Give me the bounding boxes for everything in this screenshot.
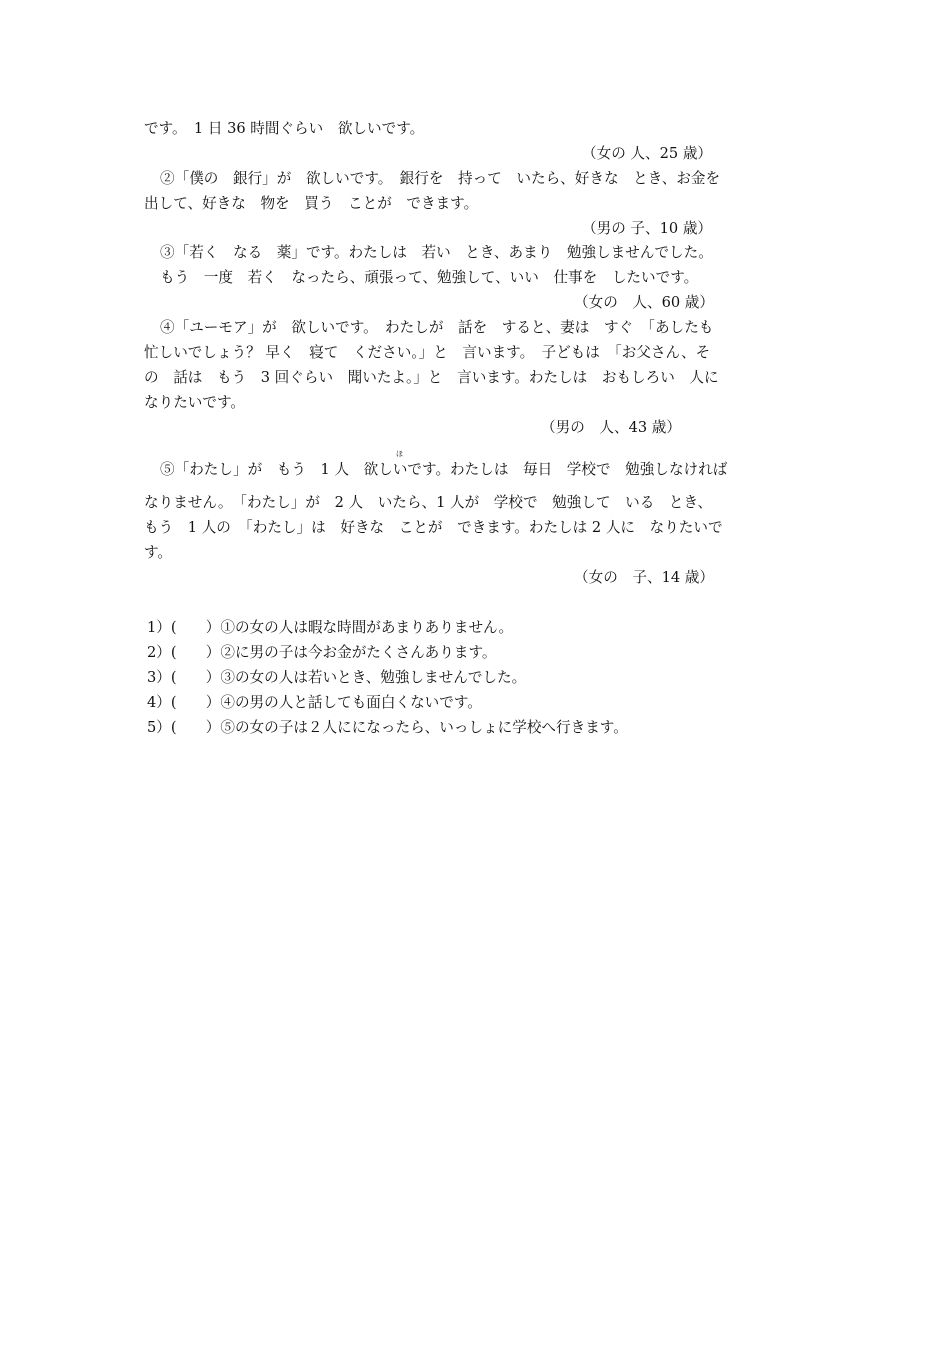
speaker-5: （女の 子、14 歳） (574, 569, 714, 586)
para-4-line-3: の 話は もう 3 回ぐらい 聞いたよ。」と 言います。わたしは おもしろい 人に (144, 369, 719, 386)
para-4-line-4: なりたいです。 (144, 394, 245, 411)
para-4-line-2: 忙しいでしょう？ 早く 寝て ください。」と 言います。 子どもは 「お父さん、そ (144, 344, 711, 361)
speaker-3: （女の 人、60 歳） (574, 294, 714, 311)
para-5-line-1: ⑤「わたし」が もう 1 人 欲しいです。わたしは 毎日 学校で 勉強しなければ (160, 461, 728, 478)
speaker-1: （女の 人、25 歳） (582, 145, 713, 162)
para-3-line-2: もう 一度 若く なったら、頑張って、勉強して、いい 仕事を したいです。 (160, 269, 699, 286)
question-1: 1）( ）①の女の人は暇な時間があまりありません。 (147, 619, 514, 636)
question-2: 2）( ）②に男の子は今お金がたくさんあります。 (147, 644, 497, 661)
para-3-line-1: ③「若く なる 薬」です。わたしは 若い とき、あまり 勉強しませんでした。 (160, 244, 713, 261)
para-5-line-3: もう 1 人の 「わたし」は 好きな ことが できます。わたしは 2 人に なりたいで (144, 519, 723, 536)
question-4: 4）( ）④の男の人と話しても面白くないです。 (147, 694, 482, 711)
question-5: 5）( ）⑤の女の子は２人にになったら、いっしょに学校へ行きます。 (147, 719, 628, 736)
para-5-line-4: す。 (144, 544, 173, 561)
speaker-4: （男の 人、43 歳） (541, 419, 681, 436)
question-3: 3）( ）③の女の人は若いとき、勉強しませんでした。 (147, 669, 527, 686)
para-2-line-1: ②「僕の 銀行」が 欲しいです。 銀行を 持って いたら、好きな とき、お金を (160, 170, 721, 187)
para-2-line-2: 出して、好きな 物を 買う ことが できます。 (144, 195, 479, 212)
speaker-2: （男の 子、10 歳） (582, 220, 713, 237)
para-4-line-1: ④「ユーモア」が 欲しいです。 わたしが 話を すると、妻は すぐ 「あしたも (160, 319, 714, 336)
para-5-line-2: なりません。 「わたし」が 2 人 いたら、1 人が 学校で 勉強して いる とき、 (144, 494, 713, 511)
furigana-ho: ほ (396, 450, 403, 458)
intro-line: です。 1 日 36 時間ぐらい 欲しいです。 (144, 120, 425, 137)
